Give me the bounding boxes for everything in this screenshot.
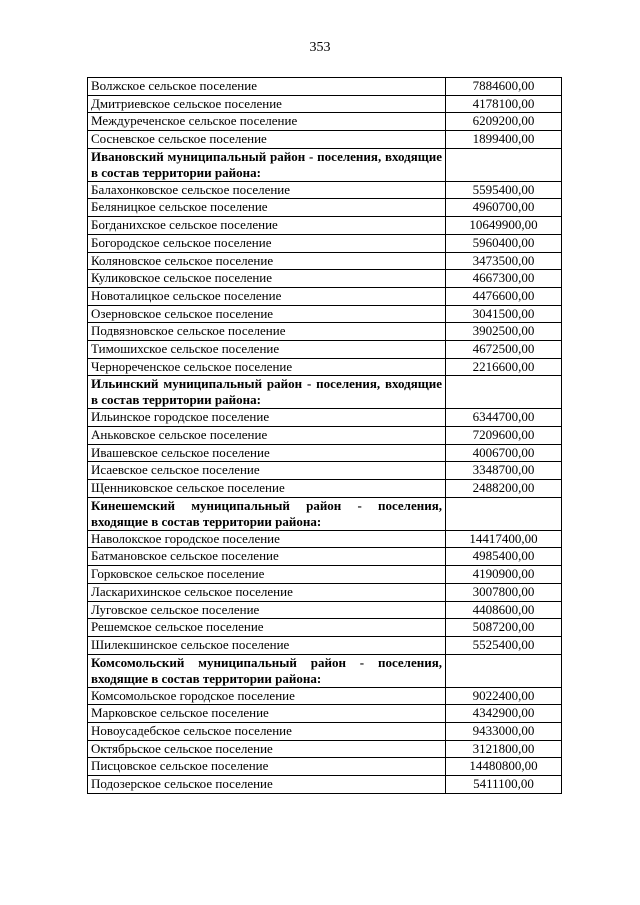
settlement-name: Богородское сельское поселение <box>88 234 446 252</box>
district-header-name: Комсомольский муниципальный район - поселения, входящие в состав территории района: <box>88 654 446 687</box>
settlement-amount: 4985400,00 <box>446 548 562 566</box>
settlement-amount: 7884600,00 <box>446 78 562 96</box>
district-header-value <box>446 376 562 409</box>
settlement-row <box>88 444 562 462</box>
settlement-row <box>88 252 562 270</box>
settlement-row <box>88 305 562 323</box>
district-header-name: Кинешемский муниципальный район - поселения, входящие в состав территории района: <box>88 497 446 530</box>
settlement-amount: 3473500,00 <box>446 252 562 270</box>
settlement-name: Куликовское сельское поселение <box>88 270 446 288</box>
settlement-name: Шилекшинское сельское поселение <box>88 636 446 654</box>
settlement-name: Батмановское сельское поселение <box>88 548 446 566</box>
settlement-amount: 9433000,00 <box>446 722 562 740</box>
settlement-name: Ивашевское сельское поселение <box>88 444 446 462</box>
settlement-row <box>88 636 562 654</box>
settlement-row <box>88 776 562 794</box>
settlement-amount: 5411100,00 <box>446 776 562 794</box>
settlement-amount: 9022400,00 <box>446 687 562 705</box>
settlement-name: Волжское сельское поселение <box>88 78 446 96</box>
settlement-row <box>88 113 562 131</box>
settlement-row <box>88 131 562 149</box>
budget-table <box>87 77 562 794</box>
settlement-row <box>88 409 562 427</box>
settlement-amount: 6344700,00 <box>446 409 562 427</box>
settlement-row <box>88 287 562 305</box>
settlement-row <box>88 95 562 113</box>
settlement-row <box>88 181 562 199</box>
settlement-name: Октябрьское сельское поселение <box>88 740 446 758</box>
settlement-amount: 3121800,00 <box>446 740 562 758</box>
settlement-row <box>88 601 562 619</box>
settlement-name: Писцовское сельское поселение <box>88 758 446 776</box>
settlement-amount: 4190900,00 <box>446 566 562 584</box>
settlement-amount: 14417400,00 <box>446 530 562 548</box>
settlement-amount: 1899400,00 <box>446 131 562 149</box>
page-number: 353 <box>309 40 331 55</box>
settlement-amount: 2488200,00 <box>446 480 562 498</box>
settlement-row <box>88 323 562 341</box>
settlement-name: Аньковское сельское поселение <box>88 427 446 445</box>
settlement-amount: 5960400,00 <box>446 234 562 252</box>
settlement-row <box>88 619 562 637</box>
settlement-amount: 2216600,00 <box>446 358 562 376</box>
settlement-row <box>88 722 562 740</box>
settlement-amount: 14480800,00 <box>446 758 562 776</box>
settlement-name: Ильинское городское поселение <box>88 409 446 427</box>
settlement-amount: 3041500,00 <box>446 305 562 323</box>
settlement-amount: 4960700,00 <box>446 199 562 217</box>
district-header-row <box>88 376 562 409</box>
settlement-name: Наволокское городское поселение <box>88 530 446 548</box>
settlement-name: Щенниковское сельское поселение <box>88 480 446 498</box>
settlement-amount: 4667300,00 <box>446 270 562 288</box>
settlement-row <box>88 270 562 288</box>
settlement-amount: 4672500,00 <box>446 340 562 358</box>
settlement-name: Марковское сельское поселение <box>88 705 446 723</box>
district-header-value <box>446 497 562 530</box>
settlement-amount: 4476600,00 <box>446 287 562 305</box>
district-header-name: Ивановский муниципальный район - поселения, входящие в состав территории района: <box>88 148 446 181</box>
settlement-amount: 5525400,00 <box>446 636 562 654</box>
settlement-amount: 10649900,00 <box>446 217 562 235</box>
settlement-row <box>88 740 562 758</box>
settlement-row <box>88 78 562 96</box>
settlement-row <box>88 687 562 705</box>
settlement-amount: 4342900,00 <box>446 705 562 723</box>
settlement-row <box>88 758 562 776</box>
settlement-name: Решемское сельское поселение <box>88 619 446 637</box>
settlement-name: Чернореченское сельское поселение <box>88 358 446 376</box>
settlement-row <box>88 427 562 445</box>
settlement-amount: 4178100,00 <box>446 95 562 113</box>
district-header-row <box>88 654 562 687</box>
settlement-amount: 4408600,00 <box>446 601 562 619</box>
settlement-name: Богданихское сельское поселение <box>88 217 446 235</box>
district-header-name: Ильинский муниципальный район - поселения, входящие в состав территории района: <box>88 376 446 409</box>
settlement-amount: 3007800,00 <box>446 583 562 601</box>
settlement-row <box>88 234 562 252</box>
district-header-row <box>88 148 562 181</box>
settlement-row <box>88 530 562 548</box>
settlement-name: Беляницкое сельское поселение <box>88 199 446 217</box>
settlement-amount: 6209200,00 <box>446 113 562 131</box>
settlement-row <box>88 583 562 601</box>
settlement-name: Новоталицкое сельское поселение <box>88 287 446 305</box>
settlement-name: Луговское сельское поселение <box>88 601 446 619</box>
settlement-name: Комсомольское городское поселение <box>88 687 446 705</box>
settlement-row <box>88 705 562 723</box>
settlement-name: Подозерское сельское поселение <box>88 776 446 794</box>
settlement-name: Тимошихское сельское поселение <box>88 340 446 358</box>
settlement-name: Новоусадебское сельское поселение <box>88 722 446 740</box>
settlement-name: Балахонковское сельское поселение <box>88 181 446 199</box>
settlement-row <box>88 548 562 566</box>
settlement-name: Исаевское сельское поселение <box>88 462 446 480</box>
settlement-name: Сосневское сельское поселение <box>88 131 446 149</box>
settlement-row <box>88 340 562 358</box>
settlement-name: Междуреченское сельское поселение <box>88 113 446 131</box>
district-header-value <box>446 148 562 181</box>
settlement-amount: 7209600,00 <box>446 427 562 445</box>
settlement-name: Дмитриевское сельское поселение <box>88 95 446 113</box>
settlement-amount: 5087200,00 <box>446 619 562 637</box>
settlement-amount: 5595400,00 <box>446 181 562 199</box>
settlement-row <box>88 480 562 498</box>
settlement-row <box>88 217 562 235</box>
settlement-row <box>88 358 562 376</box>
settlement-name: Коляновское сельское поселение <box>88 252 446 270</box>
district-header-row <box>88 497 562 530</box>
settlement-amount: 4006700,00 <box>446 444 562 462</box>
settlement-name: Горковское сельское поселение <box>88 566 446 584</box>
settlement-name: Озерновское сельское поселение <box>88 305 446 323</box>
budget-table-body <box>88 78 562 794</box>
settlement-name: Подвязновское сельское поселение <box>88 323 446 341</box>
settlement-amount: 3902500,00 <box>446 323 562 341</box>
settlement-amount: 3348700,00 <box>446 462 562 480</box>
settlement-row <box>88 199 562 217</box>
district-header-value <box>446 654 562 687</box>
settlement-row <box>88 462 562 480</box>
settlement-row <box>88 566 562 584</box>
settlement-name: Ласкарихинское сельское поселение <box>88 583 446 601</box>
